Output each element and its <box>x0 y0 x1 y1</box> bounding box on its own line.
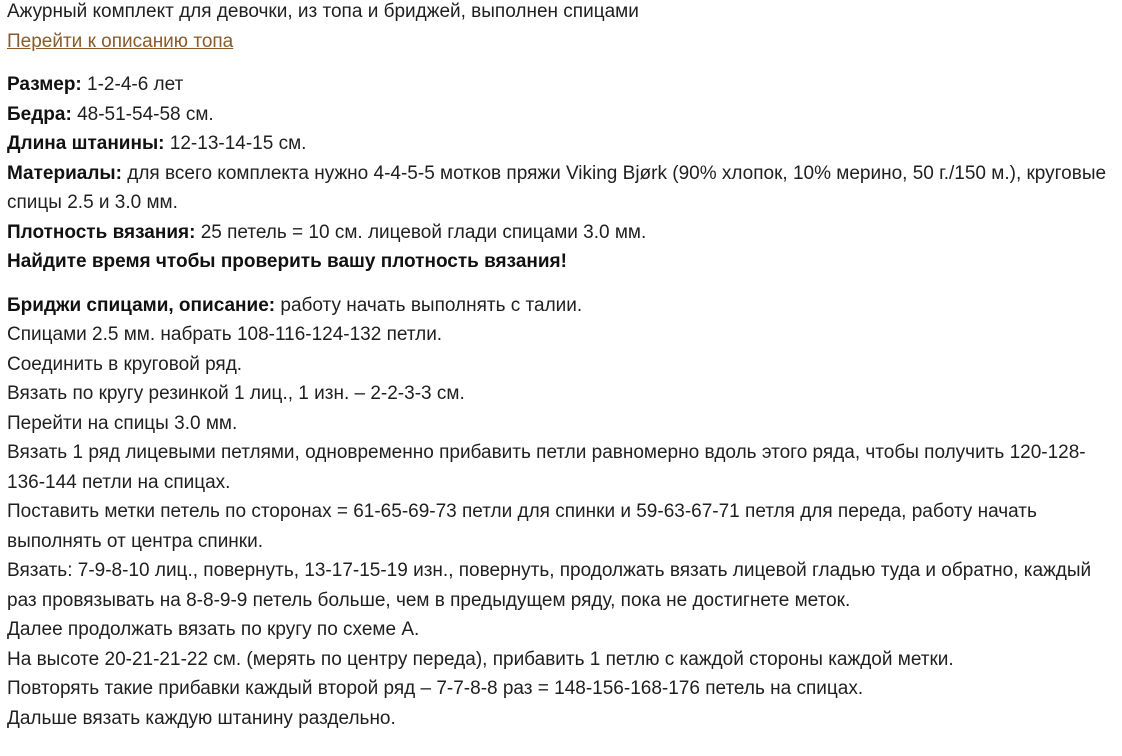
specs-section <box>7 70 1115 277</box>
instruction-line: Вязать 1 ряд лицевыми петлями, одновременно прибавить петли равномерно вдоль этого ряда, чтобы получить 120-128-136-144 петли на спицах. <box>7 442 1086 493</box>
instruction-line: Поставить метки петель по сторонах = 61-65-69-73 петли для спинки и 59-63-67-71 петля для переда, работу начать выполнять от центра спинки. <box>7 501 1037 552</box>
instruction-line: Повторять такие прибавки каждый второй ряд – 7-7-8-8 раз = 148-156-168-176 петель на спицах. <box>7 678 864 699</box>
article-title: Ажурный комплект для девочки, из топа и бриджей, выполнен спицами <box>7 1 639 22</box>
hips-label: Бедра: <box>7 103 72 125</box>
spacer <box>7 277 1115 291</box>
instruction-line: Дальше вязать каждую штанину раздельно. <box>7 707 396 729</box>
breeches-description <box>7 291 1115 734</box>
top-description-link[interactable]: Перейти к описанию топа <box>7 30 234 52</box>
gauge-row <box>7 218 1115 248</box>
materials-row <box>7 159 1115 218</box>
instruction-line: На высоте 20-21-21-22 см. (мерять по центру переда), прибавить 1 петлю с каждой стороны каждой метки. <box>7 648 954 670</box>
instruction-line: Далее продолжать вязать по кругу по схеме А. <box>7 619 420 640</box>
hips-row <box>7 100 1115 130</box>
description-heading-value: работу начать выполнять с талии. <box>275 294 583 316</box>
size-label: Размер: <box>7 74 82 95</box>
instruction-line: Вязать по кругу резинкой 1 лиц., 1 изн. – 2-2-3-3 см. <box>7 383 465 404</box>
size-value: 1-2-4-6 лет <box>81 74 184 95</box>
spacer <box>7 56 1115 70</box>
materials-value: для всего комплекта нужно 4-4-5-5 мотков пряжи Viking Bjørk (90% хлопок, 10% мерино, 50 г./150 м.), круговые спицы 2.5 и 3.0 мм. <box>7 162 1107 213</box>
leg-length-row <box>7 129 1115 159</box>
instruction-line: Вязать: 7-9-8-10 лиц., повернуть, 13-17-15-19 изн., повернуть, продолжать вязать лицевой гладью туда и обратно, каждый раз провязывать на 8-8-9-9 петель больше, чем в предыдущем ряду, пока не достигнете меток. <box>7 560 1092 611</box>
materials-label: Материалы: <box>7 162 122 184</box>
leg-length-value: 12-13-14-15 см. <box>164 133 307 154</box>
size-row <box>7 70 1115 100</box>
gauge-note: Найдите время чтобы проверить вашу плотность вязания! <box>7 251 567 272</box>
instruction-line: Соединить в круговой ряд. <box>7 353 243 375</box>
gauge-value: 25 петель = 10 см. лицевой глади спицами 3.0 мм. <box>195 221 647 243</box>
instruction-line: Спицами 2.5 мм. набрать 108-116-124-132 петли. <box>7 324 443 345</box>
instruction-line: Перейти на спицы 3.0 мм. <box>7 412 238 434</box>
description-heading-row <box>7 291 1115 321</box>
description-heading-label: Бриджи спицами, описание: <box>7 294 276 316</box>
leg-length-label: Длина штанины: <box>7 133 165 154</box>
hips-value: 48-51-54-58 см. <box>71 103 214 125</box>
gauge-label: Плотность вязания: <box>7 221 196 243</box>
